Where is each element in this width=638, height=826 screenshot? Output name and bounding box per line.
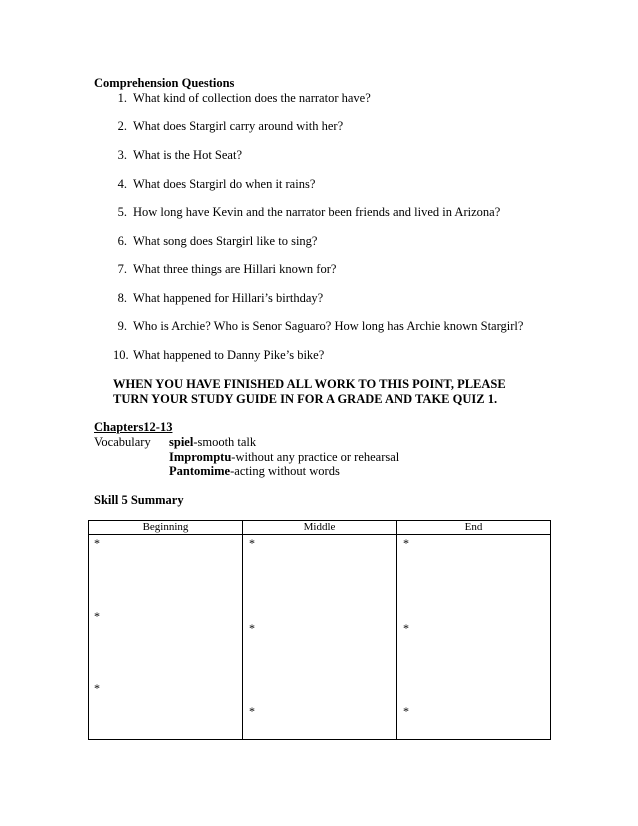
question-text: What is the Hot Seat?: [133, 148, 242, 162]
vocab-definition: -acting without words: [230, 464, 340, 478]
question-text: Who is Archie? Who is Senor Saguaro? How long has Archie known Stargirl?: [133, 319, 524, 333]
bullet-marker: *: [94, 536, 100, 550]
question-number: 10.: [113, 348, 129, 362]
question-text: What kind of collection does the narrator have?: [133, 91, 371, 105]
summary-heading: Skill 5 Summary: [94, 493, 184, 507]
question-number: 7.: [117, 262, 127, 276]
bullet-marker: *: [249, 621, 255, 635]
question-text: What does Stargirl do when it rains?: [133, 177, 316, 191]
column-header-middle: Middle: [243, 521, 397, 535]
beginning-cell[interactable]: [89, 535, 243, 740]
chapters-heading: Chapters12-13: [94, 420, 173, 434]
bullet-marker: *: [94, 681, 100, 695]
summary-header-row: [89, 521, 551, 535]
question-text: What happened to Danny Pike’s bike?: [133, 348, 325, 362]
vocab-item: [169, 464, 340, 479]
question-number: 2.: [117, 119, 127, 133]
bullet-marker: *: [403, 536, 409, 550]
question-number: 6.: [117, 234, 127, 248]
bullet-marker: *: [403, 621, 409, 635]
question-number: 5.: [117, 205, 127, 219]
notice-line-1: WHEN YOU HAVE FINISHED ALL WORK TO THIS POINT, PLEASE: [113, 377, 506, 391]
column-header-end: End: [397, 521, 551, 535]
middle-cell[interactable]: [243, 535, 397, 740]
vocab-item: [169, 450, 399, 465]
notice-line-2: TURN YOUR STUDY GUIDE IN FOR A GRADE AND TAKE QUIZ 1.: [113, 392, 498, 406]
column-header-beginning: Beginning: [89, 521, 243, 535]
question-number: 1.: [117, 91, 127, 105]
vocab-item: [169, 435, 256, 450]
bullet-marker: *: [403, 704, 409, 718]
question-text: What song does Stargirl like to sing?: [133, 234, 318, 248]
question-number: 9.: [117, 319, 127, 333]
end-cell[interactable]: [397, 535, 551, 740]
question-number: 4.: [117, 177, 127, 191]
question-text: How long have Kevin and the narrator been friends and lived in Arizona?: [133, 205, 501, 219]
summary-table: [88, 520, 551, 740]
summary-body-row: [89, 535, 551, 740]
vocab-word: spiel: [169, 435, 194, 449]
comprehension-heading: Comprehension Questions: [94, 76, 235, 90]
question-text: What happened for Hillari’s birthday?: [133, 291, 324, 305]
vocabulary-label: Vocabulary: [94, 435, 151, 449]
vocab-definition: -without any practice or rehearsal: [231, 450, 400, 464]
question-text: What does Stargirl carry around with her?: [133, 119, 344, 133]
vocab-definition: -smooth talk: [193, 435, 257, 449]
bullet-marker: *: [249, 536, 255, 550]
bullet-marker: *: [249, 704, 255, 718]
question-number: 3.: [117, 148, 127, 162]
vocab-word: Impromptu: [169, 450, 232, 464]
vocab-word: Pantomime: [169, 464, 231, 478]
question-number: 8.: [117, 291, 127, 305]
bullet-marker: *: [94, 609, 100, 623]
question-text: What three things are Hillari known for?: [133, 262, 337, 276]
